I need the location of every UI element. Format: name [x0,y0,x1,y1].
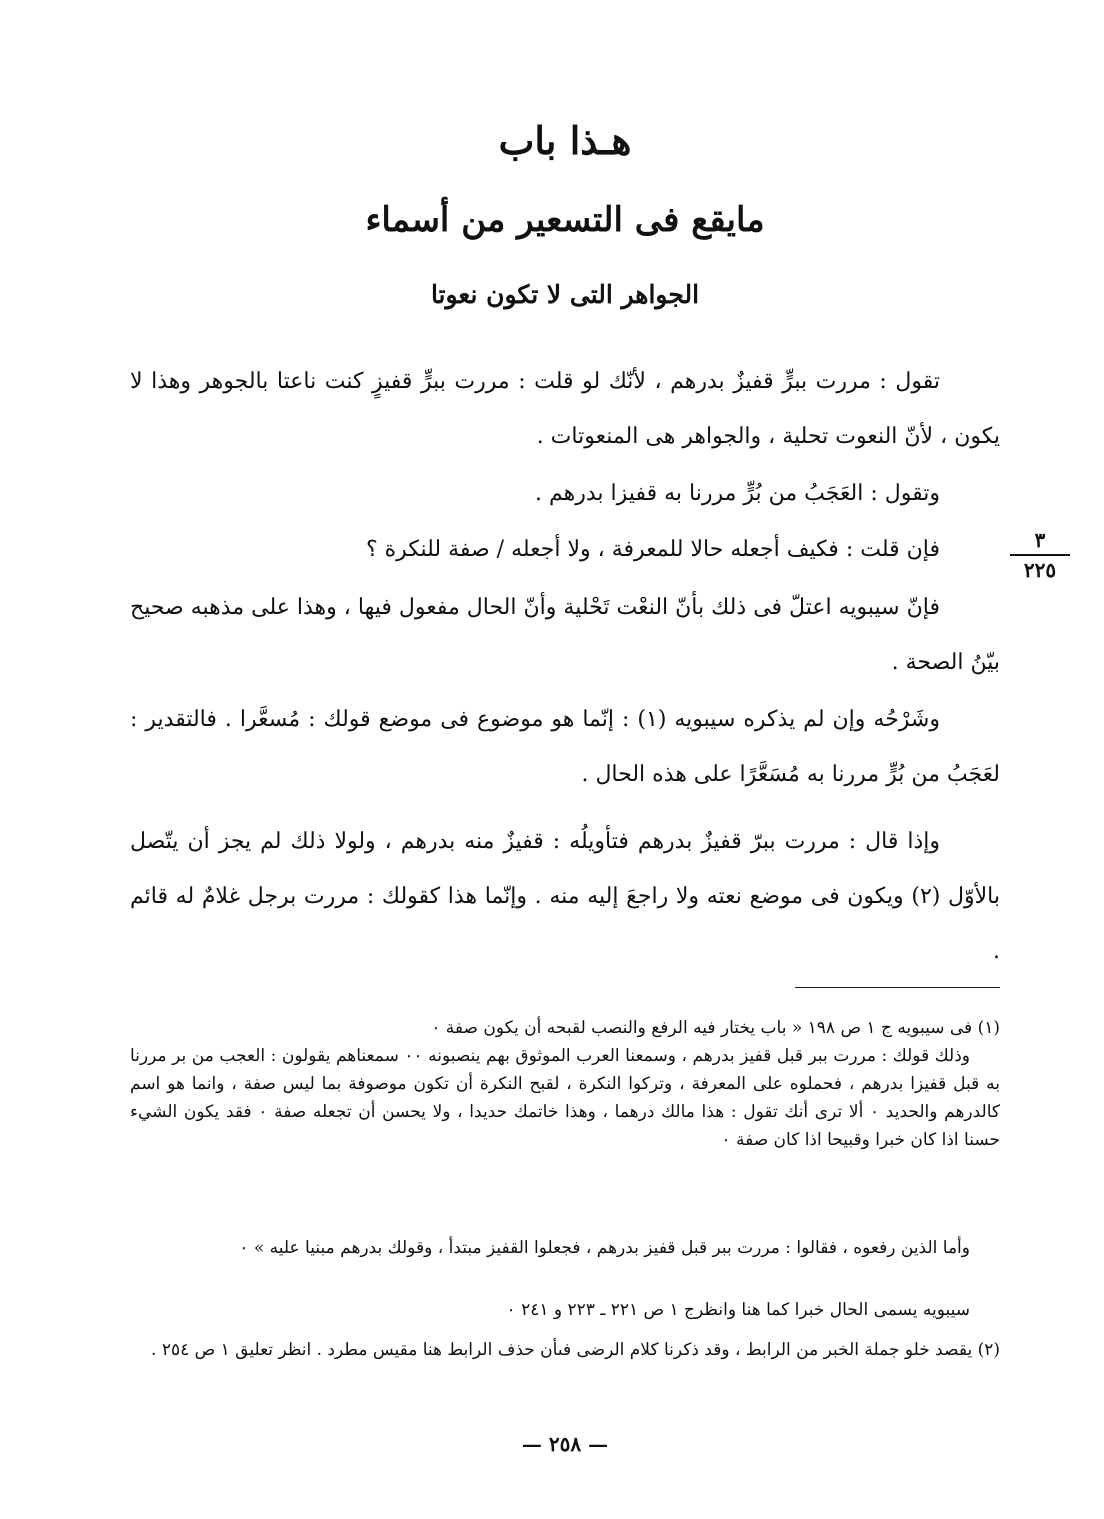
footnote-1-cross-reference: سيبويه يسمى الحال خبرا كما هنا وانظرج ١ ص ٢٢١ ـ ٢٢٣ و ٢٤١ ٠ [506,1300,970,1320]
body-paragraph-6: وإذا قال : مررت ببرّ قفيزٌ بدرهم فتأويلُه : قفيزٌ منه بدرهم ، ولولا ذلك لم يجز أن يتّصل بالأوّل (٢) ويكون فى موضع نعته ولا راجعَ إليه منه . وإنّما هذا كقولك : مررت برجل غلامٌ له قائم . [130,829,1000,964]
margin-ref-top: ٣ [1010,528,1070,556]
body-paragraph-2: وتقول : العَجَبُ من بُرٍّ مررنا به قفيزا بدرهم . [535,481,940,506]
body-paragraph-1: تقول : مررت ببرٍّ قفيزٌ بدرهم ، لأنّك لو قلت : مررت ببرٍّ قفيزٍ كنت ناعتا بالجوهر وهذا لا يكون ، لأنّ النعوت تحلية ، والجواهر هى المنعوتات . [130,369,1000,449]
body-paragraph-4: فإنّ سيبويه اعتلّ فى ذلك بأنّ النعْت تَحْلية وأنّ الحال مفعول فيها ، وهذا على مذهبه صحيح بيّنُ الصحة . [130,595,1000,675]
body-paragraph-5: وشَرْحُه وإن لم يذكره سيبويه (١) : إنّما هو موضوع فى موضع قولك : مُسعَّرا . فالتقدير : لعَجَبُ من بُرٍّ مررنا به مُسَعَّرًا على هذه الحال . [130,707,1000,787]
footnote-2: (٢) يقصد خلو جملة الخبر من الرابط ، وقد ذكرنا كلام الرضى فىأن حذف الرابط هنا مقيس مطرد . انظر تعليق ١ ص ٢٥٤ . [151,1340,1000,1360]
footnote-1-second-part: وأما الذين رفعوه ، فقالوا : مررت ببر قبل قفيز بدرهم ، فجعلوا القفيز مبتدأ ، وقولك بدرهم مبنيا عليه » ٠ [239,1238,970,1258]
footnote-separator [795,987,1000,988]
margin-reference [1010,528,1070,582]
body-paragraph-3: فإن قلت : فكيف أجعله حالا للمعرفة ، ولا أجعله / صفة للنكرة ؟ [365,537,940,562]
page-number: — ٢٥٨ — [521,1432,609,1456]
margin-ref-bottom: ٢٢٥ [1023,558,1057,582]
chapter-title: هـذا باب [498,118,632,163]
chapter-subtitle: مايقع فى التسعير من أسماء [365,200,765,240]
footnote-1-continuation: وذلك قولك : مررت ببر قبل قفيز بدرهم ، وسمعنا العرب الموثوق بهم ينصبونه ٠٠ سمعناهم يقولون : العجب من بر مررنا به قبل قفيزا بدرهم ، فحملوه على المعرفة ، وتركوا النكرة ، لقبح النكرة أن تكون موصوفة بما ليس صفة ، وانما هو اسم كالدرهم والحديد ٠ ألا ترى أنك تقول : هذا مالك درهما ، وهذا خاتمك حديدا ، ولا يحسن أن تجعله صفة ٠ فقد يكون الشيء حسنا اذا كان خبرا وقبيحا اذا كان صفة ٠ [130,1046,1000,1150]
footnote-1: (١) فى سيبويه ج ١ ص ١٩٨ « باب يختار فيه الرفع والنصب لقبحه أن يكون صفة ٠ [431,1018,1000,1038]
chapter-sub-subtitle: الجواهر التى لا تكون نعوتا [430,280,700,309]
